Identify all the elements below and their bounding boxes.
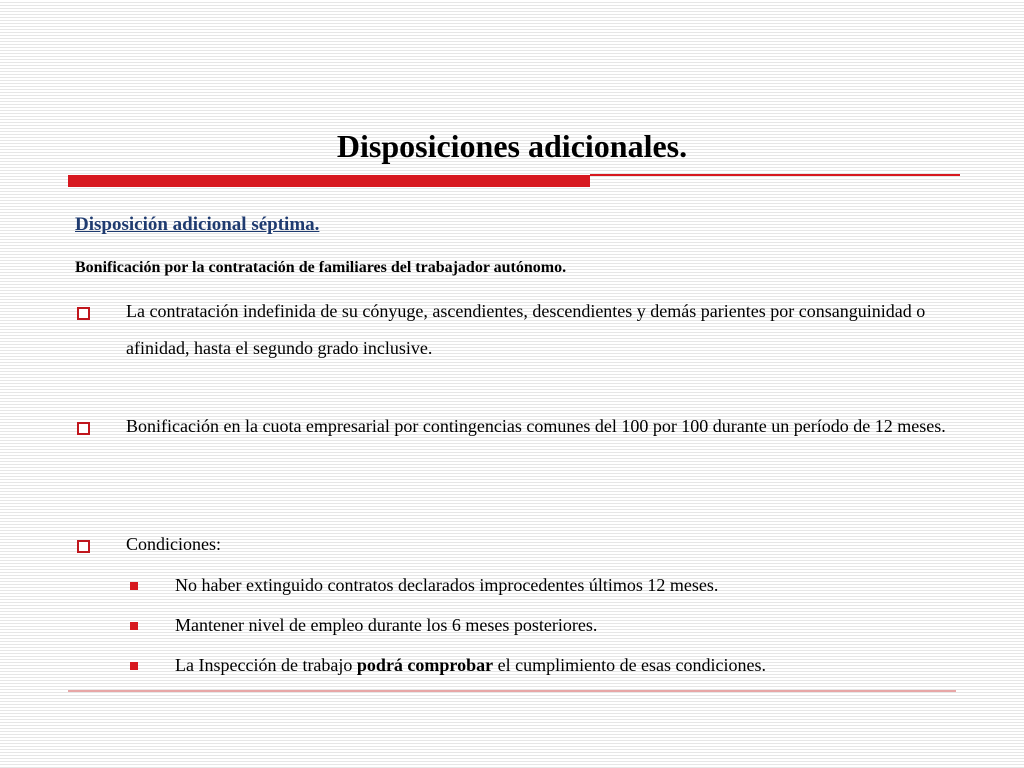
lead-paragraph: Bonificación por la contratación de familiares del trabajador autónomo. <box>75 259 567 276</box>
condition-text <box>175 653 955 677</box>
bullet-text: Condiciones: <box>126 534 221 554</box>
slide-title: Disposiciones adicionales. <box>336 128 688 164</box>
condition-text-before: La Inspección de trabajo <box>175 655 357 675</box>
bullet-text: La contratación indefinida de su cónyuge, ascendientes, descendientes y demás parientes por consanguinidad o afinidad, hasta el segundo grado inclusive. <box>126 301 926 358</box>
bullet-text: Bonificación en la cuota empresarial por contingencias comunes del 100 por 100 durante un período de 12 meses. <box>126 416 946 436</box>
condition-text-after: el cumplimiento de esas condiciones. <box>493 655 767 675</box>
condition-text-emphasis: podrá comprobar <box>356 655 494 675</box>
condition-text: No haber extinguido contratos declarados improcedentes últimos 12 meses. <box>175 575 719 595</box>
title-underline-thin <box>590 174 960 176</box>
solid-square-icon <box>130 662 138 670</box>
hollow-square-icon <box>77 307 90 320</box>
solid-square-icon <box>130 622 138 630</box>
hollow-square-icon <box>77 422 90 435</box>
solid-square-icon <box>130 582 138 590</box>
hollow-square-icon <box>77 540 90 553</box>
condition-text: Mantener nivel de empleo durante los 6 meses posteriores. <box>175 615 598 635</box>
title-underline-thick <box>68 175 590 187</box>
bottom-divider <box>68 690 956 692</box>
section-subtitle: Disposición adicional séptima. <box>75 214 320 235</box>
